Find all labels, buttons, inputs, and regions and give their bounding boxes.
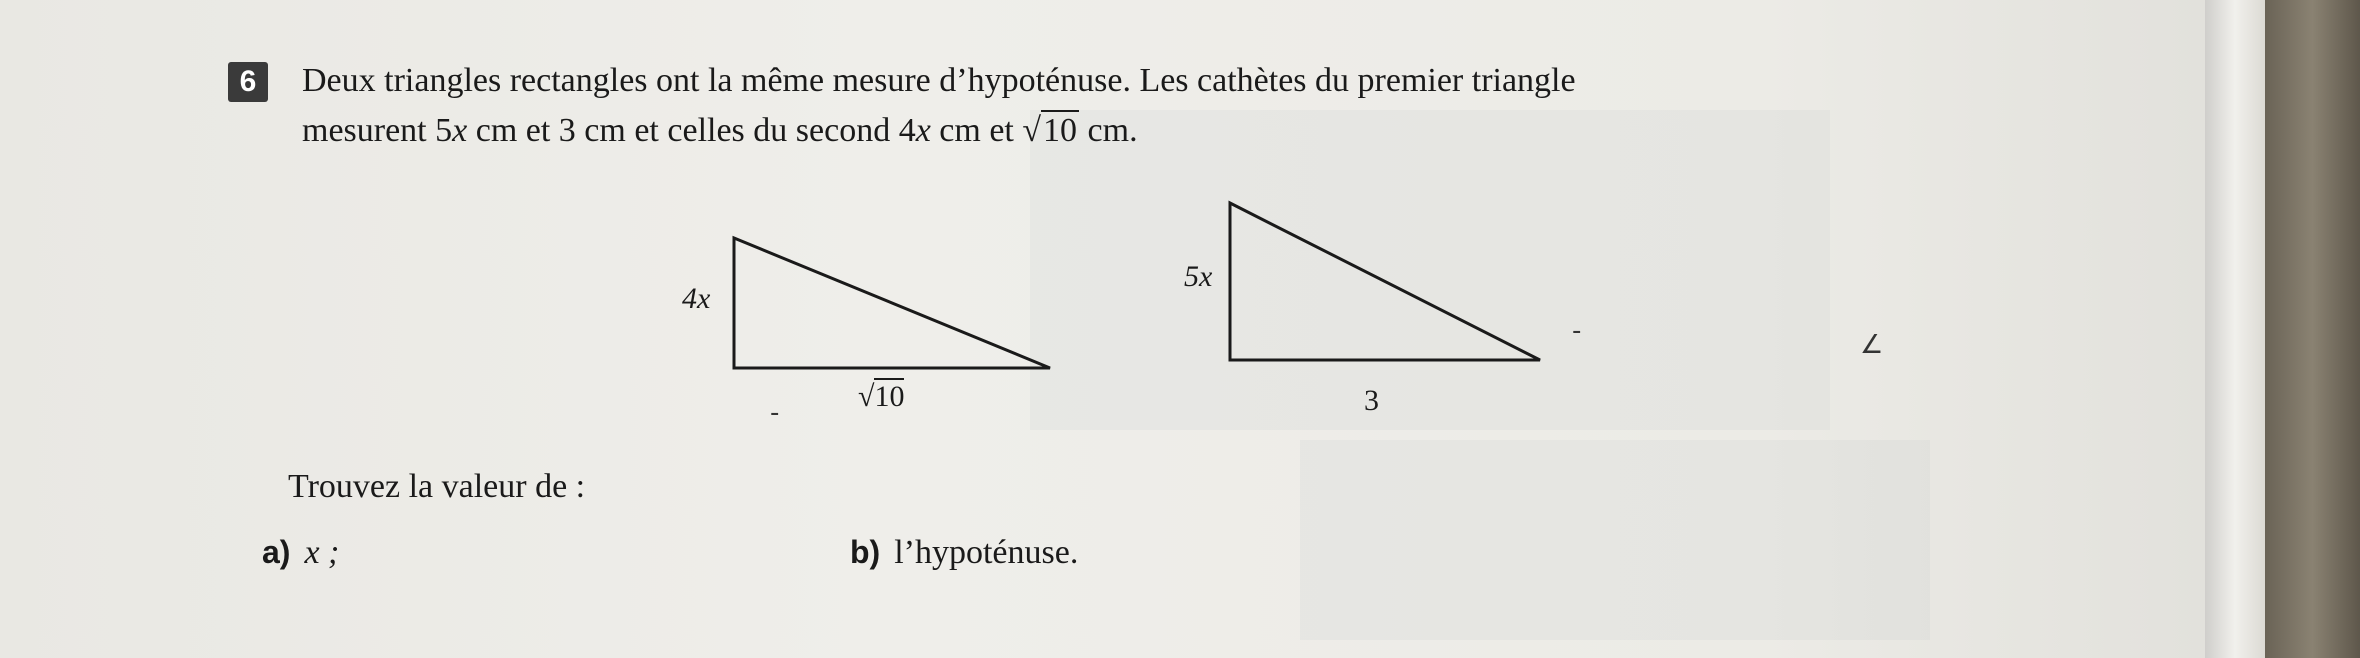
part-b <box>850 534 1078 572</box>
page-edge <box>2205 0 2265 658</box>
question-prompt: Trouvez la valeur de : <box>288 468 586 505</box>
part-b-text: l’hypoténuse. <box>894 534 1079 571</box>
right-triangle-vertical-label: 5x <box>1184 260 1213 293</box>
problem-statement <box>302 56 1942 156</box>
part-b-letter: b) <box>850 534 881 570</box>
left-right-triangle <box>734 238 1050 368</box>
left-triangle-vertical-label: 4x <box>682 282 711 315</box>
pencil-mark: ∠ <box>1860 330 1884 360</box>
statement-line-1: Deux triangles rectangles ont la même mesure d’hypoténuse. Les cathètes du premier triangle <box>302 62 1576 99</box>
right-right-triangle <box>1230 203 1540 360</box>
part-a <box>262 534 339 572</box>
pencil-mark: - <box>1572 316 1582 346</box>
left-triangle-figure <box>720 230 1060 380</box>
statement-line-2: mesurent 5x cm et 3 cm et celles du second 4x cm et √10 cm. <box>302 112 1138 149</box>
bleed-through-area <box>1300 440 1930 640</box>
left-triangle-base-label: √10 <box>858 380 905 413</box>
right-triangle-base-label: 3 <box>1364 384 1379 417</box>
book-spine <box>2265 0 2360 658</box>
right-triangle-figure <box>1218 195 1558 370</box>
pencil-mark: - <box>770 398 780 428</box>
problem-number-badge: 6 <box>228 62 268 102</box>
part-a-letter: a) <box>262 534 291 570</box>
part-a-text: x ; <box>304 534 340 571</box>
